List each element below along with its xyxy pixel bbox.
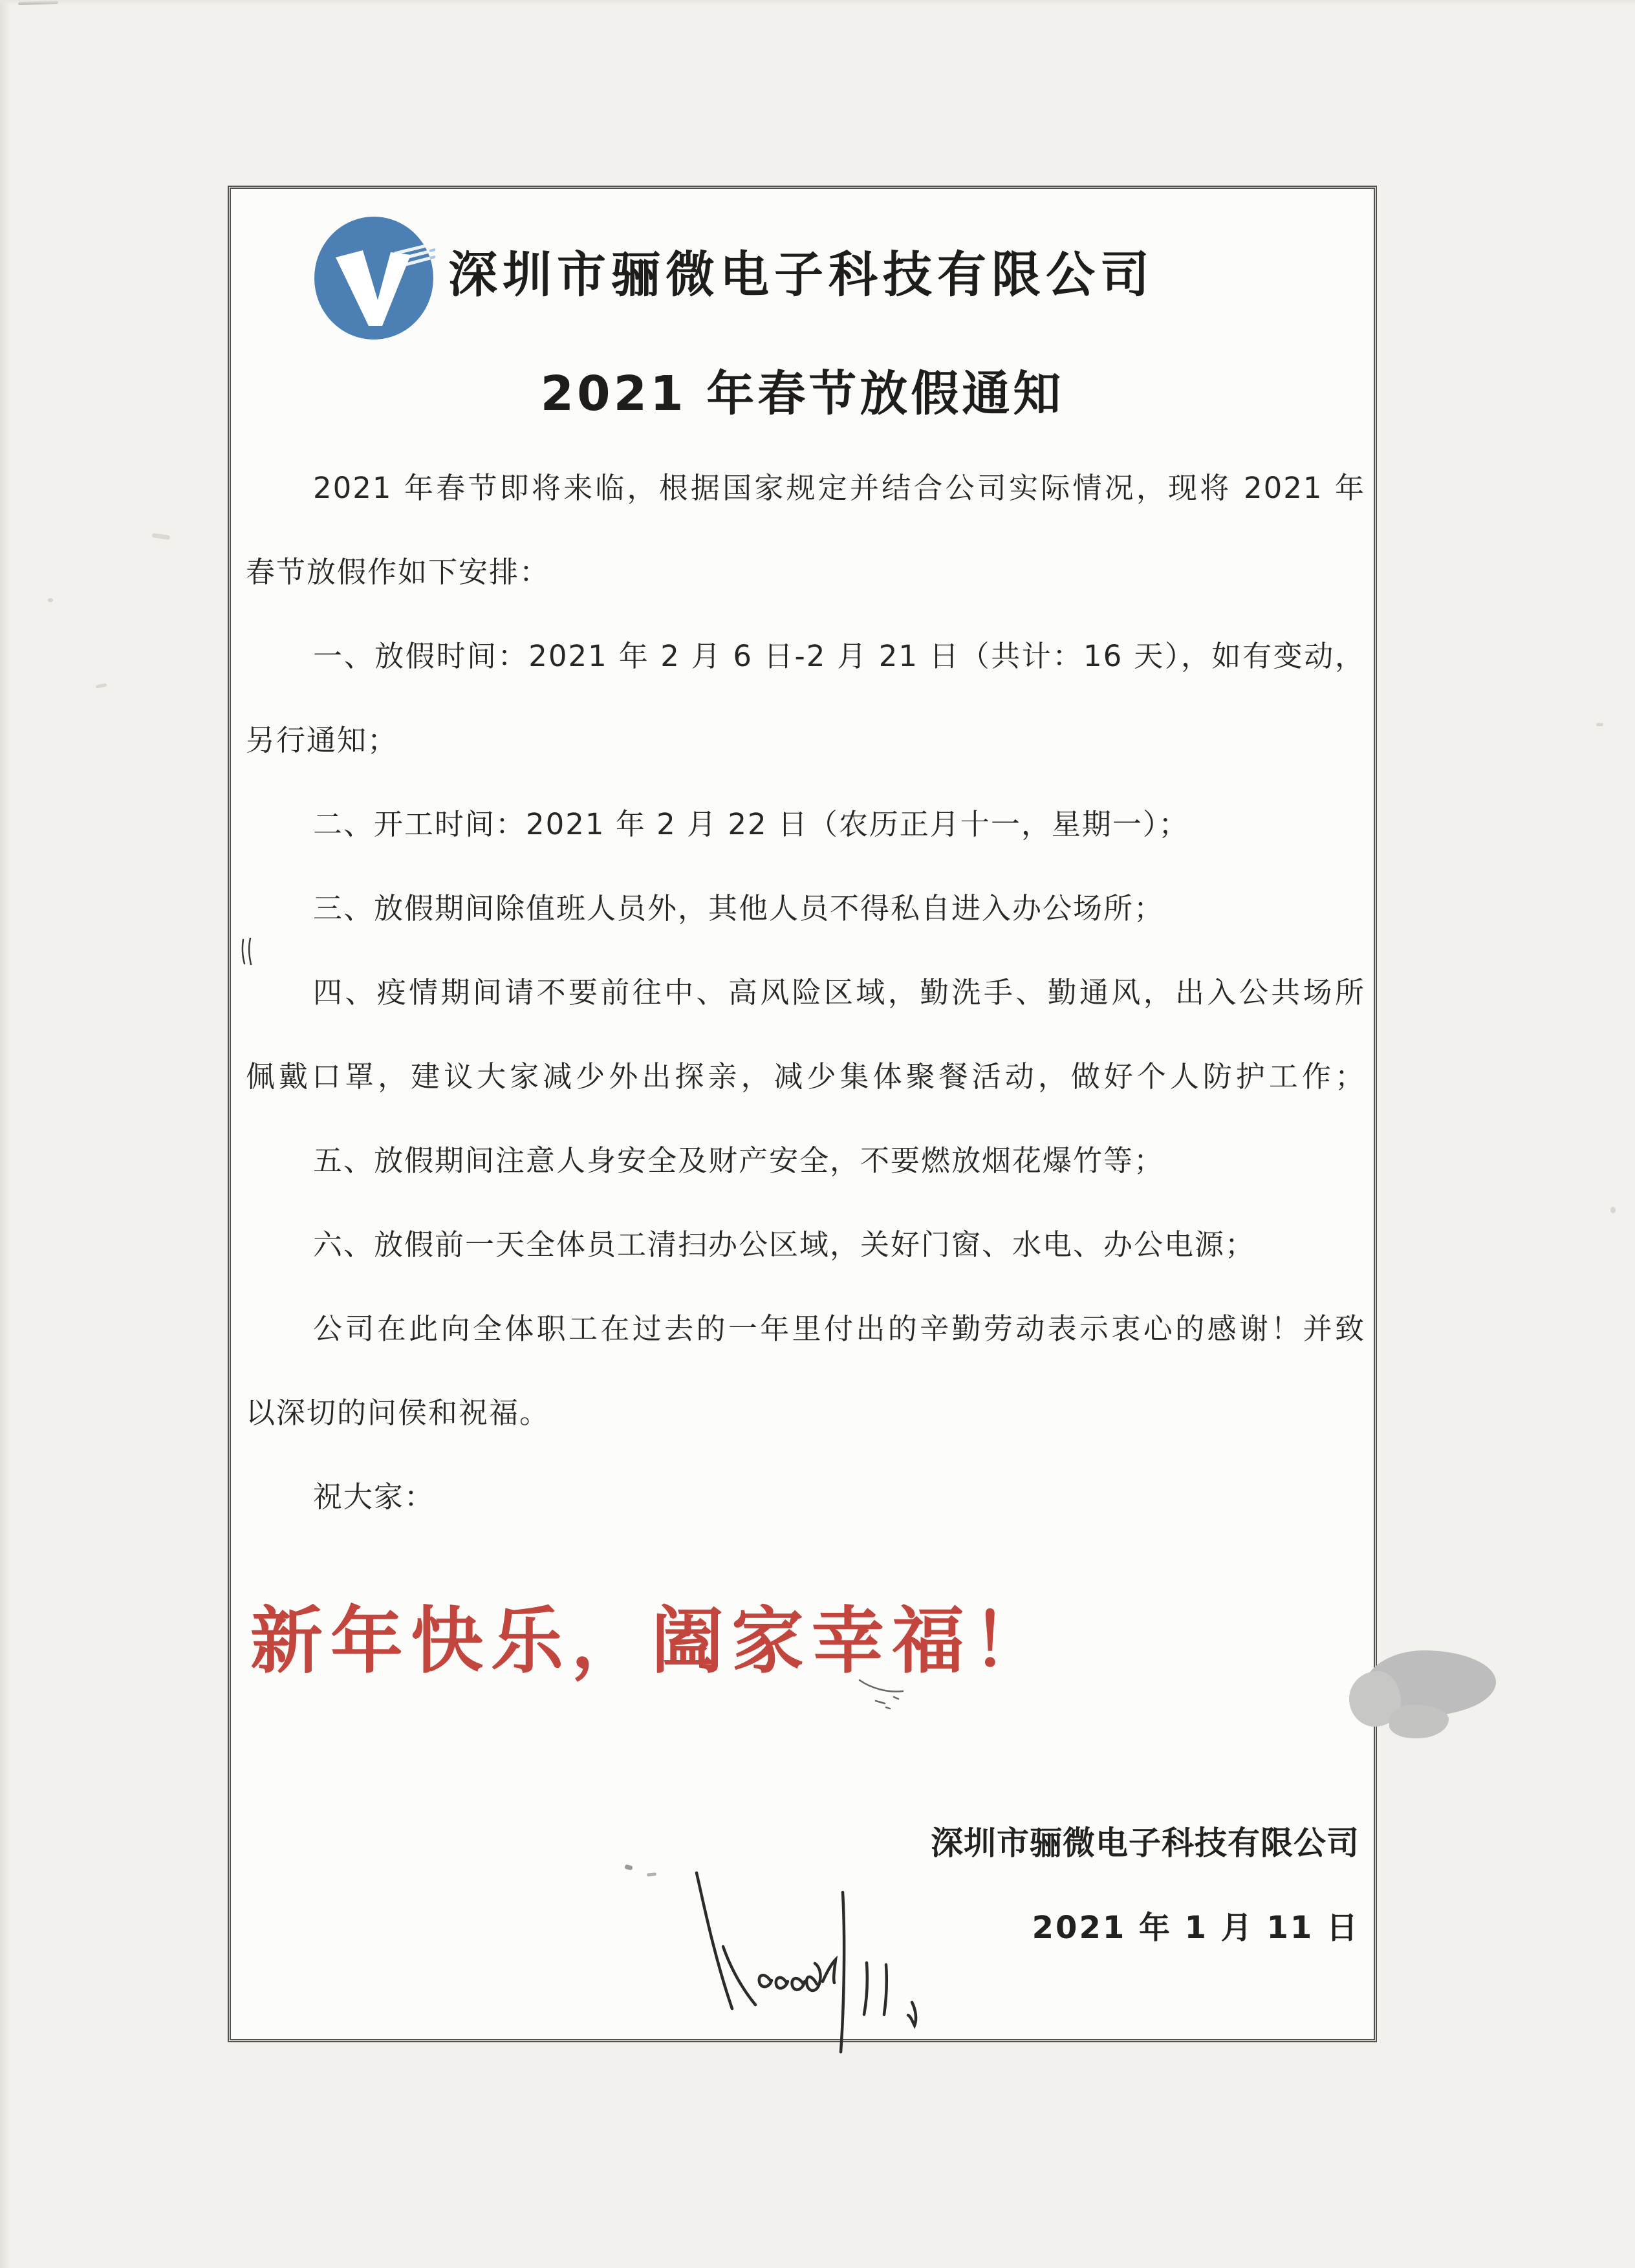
- body-line: 2021 年春节即将来临，根据国家规定并结合公司实际情况，现将 2021 年: [313, 471, 1365, 505]
- pencil-smudge: [858, 1670, 907, 1712]
- body-line: 另行通知；: [246, 723, 398, 757]
- body-line: 以深切的问侯和祝福。: [246, 1396, 550, 1430]
- handwritten-signature: [660, 1861, 931, 2075]
- dust-speck: [96, 683, 107, 688]
- signoff-date: 2021 年 1 月 11 日: [1032, 1910, 1359, 1946]
- dust-speck: [18, 1, 58, 5]
- company-logo: [312, 215, 435, 341]
- body-line: 三、放假期间除值班人员外，其他人员不得私自进入办公场所；: [313, 891, 1165, 925]
- body-line: 春节放假作如下安排：: [246, 555, 550, 589]
- body-line: 六、放假前一天全体员工清扫办公区域，关好门窗、水电、办公电源；: [313, 1227, 1256, 1262]
- v-oval-logo-icon: [312, 215, 435, 341]
- dust-speck: [1610, 1207, 1616, 1213]
- body-line: 佩戴口罩，建议大家减少外出探亲，减少集体聚餐活动，做好个人防护工作；: [246, 1059, 1365, 1094]
- dust-speck: [48, 598, 53, 602]
- ink-mark: [239, 938, 256, 967]
- signoff-company: 深圳市骊微电子科技有限公司: [931, 1824, 1359, 1862]
- gray-smudge: [1389, 1705, 1449, 1738]
- body-line: 一、放假时间：2021 年 2 月 6 日-2 月 21 日（共计：16 天），如有变动，: [313, 639, 1365, 673]
- company-name-header: 深圳市骊微电子科技有限公司: [448, 246, 1154, 303]
- dust-speck: [1596, 723, 1603, 726]
- body-line: 五、放假期间注意人身安全及财产安全，不要燃放烟花爆竹等；: [313, 1143, 1165, 1178]
- body-line: 祝大家：: [313, 1480, 435, 1514]
- dust-speck: [152, 533, 171, 540]
- notice-title: 2021 年春节放假通知: [540, 366, 1065, 422]
- body-line: 四、疫情期间请不要前往中、高风险区域，勤洗手、勤通风，出入公共场所: [313, 975, 1365, 1010]
- body-line: 公司在此向全体职工在过去的一年里付出的辛勤劳动表示衷心的感谢！并致: [313, 1312, 1365, 1346]
- new-year-greeting: 新年快乐，阖家幸福！: [250, 1599, 1052, 1683]
- notice-document: [228, 186, 1377, 2042]
- notice-body: [246, 446, 1365, 1539]
- body-line: 二、开工时间：2021 年 2 月 22 日（农历正月十一，星期一）；: [313, 807, 1189, 841]
